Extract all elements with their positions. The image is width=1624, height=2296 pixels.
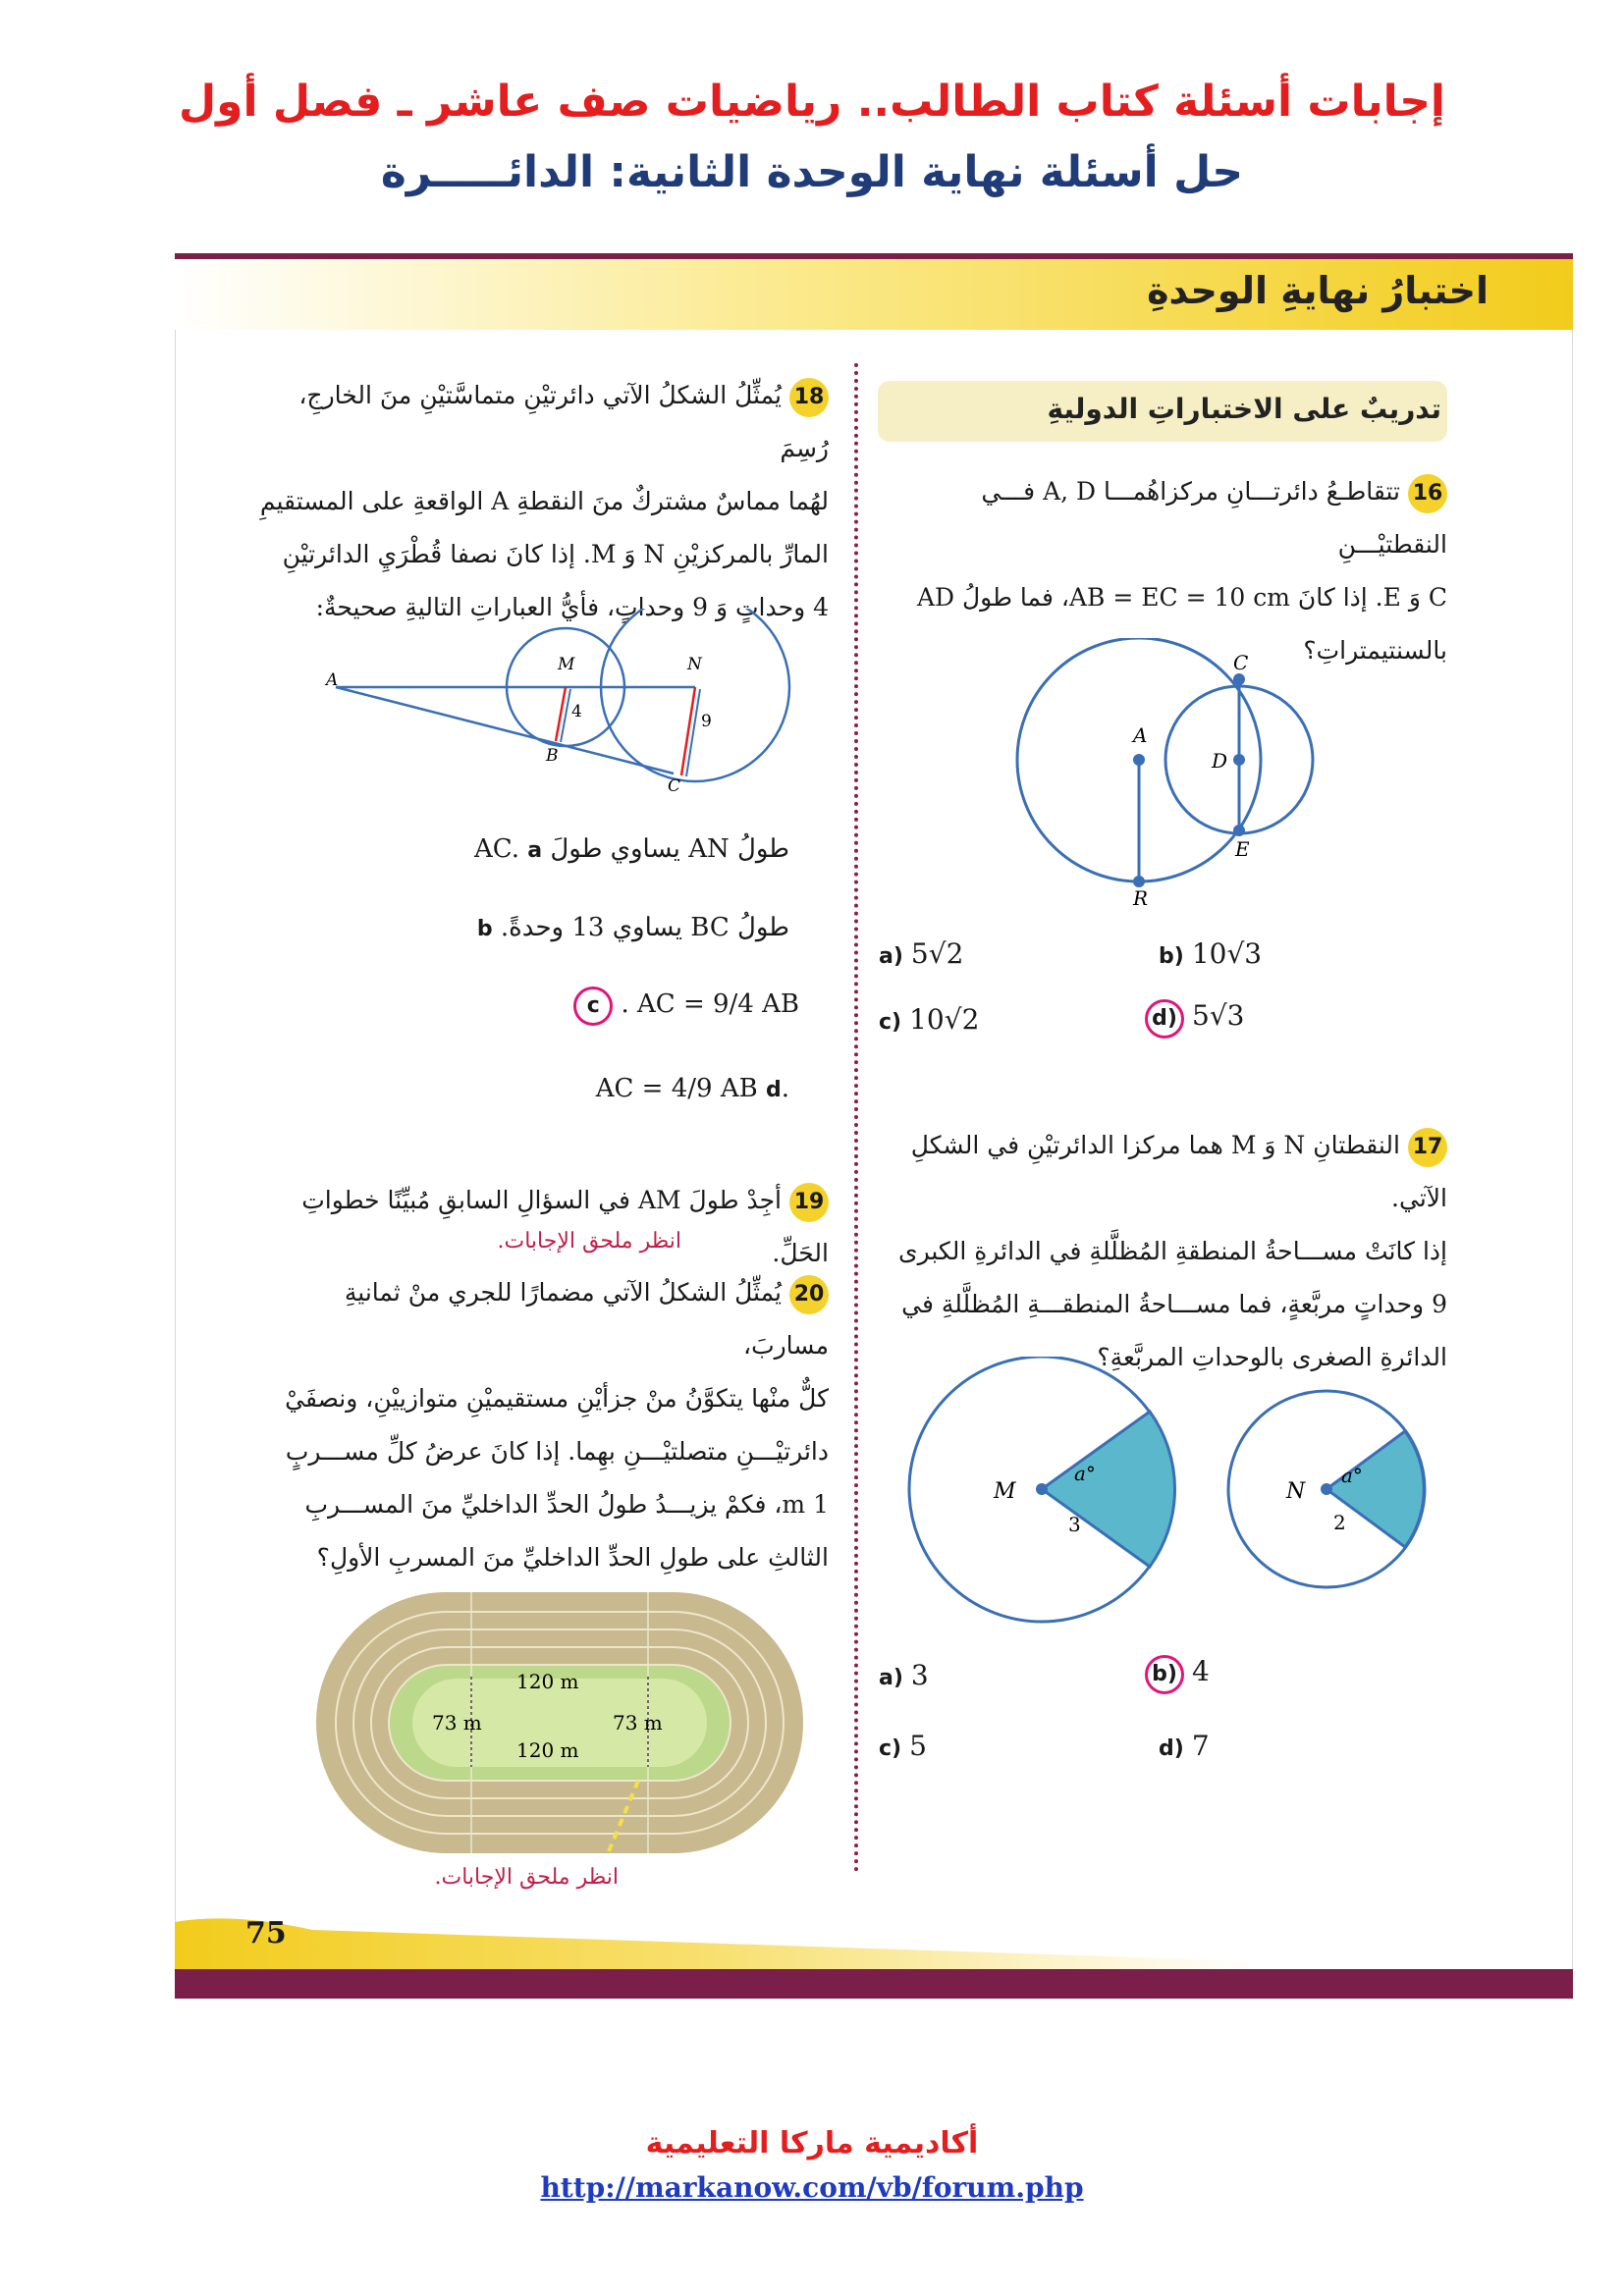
q17-option-b[interactable]: b) 4: [1145, 1655, 1210, 1694]
q17-radius-big: 3: [1068, 1513, 1081, 1536]
q18-label-r2: 9: [701, 712, 712, 731]
q20-answer-note: انظر ملحق الإجابات.: [434, 1865, 619, 1890]
q20-label-top: 120 m: [516, 1670, 579, 1693]
q17-line3: 9 وحداتٍ مربَّعةٍ، فما مســـاحةُ المنطقـــةِ المُظلَّلةِ في: [901, 1290, 1447, 1318]
footer-link[interactable]: http://markanow.com/vb/forum.php: [540, 2171, 1084, 2204]
header-subtitle: حل أسئلة نهاية الوحدة الثانية: الدائـــــرة: [380, 147, 1244, 197]
q18-option-d[interactable]: .AC = 4/9 AB d: [595, 1074, 789, 1103]
q20-line1: يُمثِّلُ الشكلُ الآتي مضمارًا للجري منْ ثمانيةِ مساربَ،: [344, 1278, 829, 1360]
q20-line4: 1 m، فكمْ يزيـــدُ طولُ الحدِّ الداخليِّ منَ المســـربِ: [304, 1490, 829, 1519]
page-number: 75: [245, 1916, 287, 1950]
q16-label-a: A: [1133, 723, 1148, 747]
section-subtitle: تدريبٌ على الاختباراتِ الدوليةِ: [1047, 393, 1441, 425]
q16-option-b[interactable]: b) 10√3: [1159, 937, 1263, 970]
q18-label-a: A: [326, 670, 339, 690]
page-number-band: [175, 1902, 1573, 1971]
q17-number: 17: [1408, 1128, 1447, 1167]
q18-answer-circle: c: [573, 987, 613, 1026]
q18-line1: يُمثِّلُ الشكلُ الآتي دائرتيْنِ متماسَّتيْنِ منَ الخارجِ، رُسِمَ: [298, 381, 829, 462]
q17-figure: [899, 1357, 1430, 1641]
q17-option-d[interactable]: d) 7: [1159, 1730, 1210, 1762]
q16-line3: بالسنتيمتراتِ؟: [1303, 636, 1447, 665]
q17-label-n: N: [1286, 1479, 1306, 1504]
q18-option-a[interactable]: طولُ AN يساوي طولَ AC. a: [473, 834, 789, 864]
q16-label-r: R: [1133, 886, 1149, 910]
q18-number: 18: [789, 378, 829, 417]
q16-answer-circle: d): [1145, 999, 1184, 1039]
q18-label-c: C: [668, 776, 681, 795]
q17-label-m: M: [994, 1479, 1016, 1504]
q16-number: 16: [1408, 474, 1447, 513]
q19-text: [259, 1174, 829, 1280]
q20-line5: الثالثِ على طولِ الحدِّ الداخليِّ منَ المسربِ الأولِ؟: [316, 1543, 829, 1572]
column-divider: [854, 363, 858, 1873]
q16-option-d[interactable]: d) 5√3: [1145, 999, 1244, 1039]
q18-text: [259, 369, 829, 634]
q17-option-c[interactable]: c) 5: [879, 1730, 927, 1762]
q17-angle-big: a°: [1074, 1462, 1096, 1485]
q16-option-a[interactable]: a) 5√2: [879, 937, 964, 970]
q18-line3: المارِّ بالمركزيْنِ N وَ M. إذا كانَ نصفا قُطْرَيِ الدائرتيْنِ: [282, 540, 829, 568]
q17-angle-small: a°: [1341, 1464, 1363, 1487]
q18-line2: لهُما مماسٌ مشتركٌ منَ النقطةِ A الواقعةِ على المستقيمِ: [259, 487, 829, 515]
q20-label-right: 73 m: [613, 1711, 663, 1735]
q16-label-d: D: [1212, 749, 1228, 773]
footer-bar: [175, 1969, 1573, 1999]
q16-line1: تتقاطـعُ دائرتـــانِ مركزاهُمـــا A, D فـــي النقطتيْـــنِ: [981, 477, 1447, 559]
q20-line2: كلٌّ منْها يتكوَّنُ منْ جزأيْنِ مستقيميْنِ متوازييْنِ، ونصفَيْ: [285, 1384, 829, 1413]
q20-number: 20: [789, 1275, 829, 1314]
q18-figure: [324, 609, 795, 795]
q18-label-b: B: [546, 746, 559, 766]
q18-label-n: N: [687, 655, 702, 674]
q17-line2: إذا كانَتْ مســـاحةُ المنطقةِ المُظلَّلةِ في الدائرةِ الكبرى: [898, 1237, 1447, 1265]
q16-figure: [1001, 638, 1326, 923]
banner-title: اختبارُ نهايةِ الوحدةِ: [1147, 269, 1489, 312]
q20-track-figure: [314, 1590, 805, 1855]
q20-label-bottom: 120 m: [516, 1738, 579, 1762]
q17-radius-small: 2: [1333, 1511, 1346, 1534]
q18-option-c[interactable]: AC = 9/4 AB . c: [573, 987, 799, 1026]
q18-label-r1: 4: [571, 702, 582, 721]
q17-option-a[interactable]: a) 3: [879, 1659, 929, 1691]
q20-label-left: 73 m: [432, 1711, 482, 1735]
q16-line2: C وَ E. إذا كانَ AB = EC = 10 cm، فما طولُ AD: [916, 583, 1447, 612]
q18-line4: 4 وحداتٍ وَ 9 وحداتٍ، فأيُّ العباراتِ التاليةِ صحيحةٌ:: [315, 593, 829, 621]
q19-answer-note: انظر ملحق الإجابات.: [497, 1229, 681, 1254]
q16-label-c: C: [1233, 651, 1249, 674]
q17-line4: الدائرةِ الصغرى بالوحداتِ المربَّعةِ؟: [1097, 1343, 1447, 1371]
q17-line1: النقطتانِ N وَ M هما مركزا الدائرتيْنِ في الشكلِ الآتي.: [910, 1131, 1447, 1212]
q16-label-e: E: [1235, 837, 1250, 861]
q18-option-b[interactable]: طولُ BC يساوي 13 وحدةً. b: [476, 913, 789, 942]
q17-text: [858, 1119, 1447, 1384]
header-title: إجابات أسئلة كتاب الطالب.. رياضيات صف عاشر ـ فصل أول: [178, 77, 1445, 127]
q20-line3: دائرتيْـــنِ متصلتيْـــنِ بهِما. إذا كانَ عرضُ كلِّ مســـربٍ: [285, 1437, 829, 1466]
q16-option-c[interactable]: c) 10√2: [879, 1003, 980, 1036]
q17-answer-circle: b): [1145, 1655, 1184, 1694]
q19-line1: أجِدْ طولَ AM في السؤالِ السابقِ مُبيِّنًا خطواتِ الحَلِّ.: [301, 1186, 829, 1267]
footer-academy-name: أكاديمية ماركا التعليمية: [645, 2126, 979, 2161]
q19-number: 19: [789, 1183, 829, 1222]
q20-text: [259, 1266, 829, 1584]
q18-label-m: M: [558, 655, 575, 674]
